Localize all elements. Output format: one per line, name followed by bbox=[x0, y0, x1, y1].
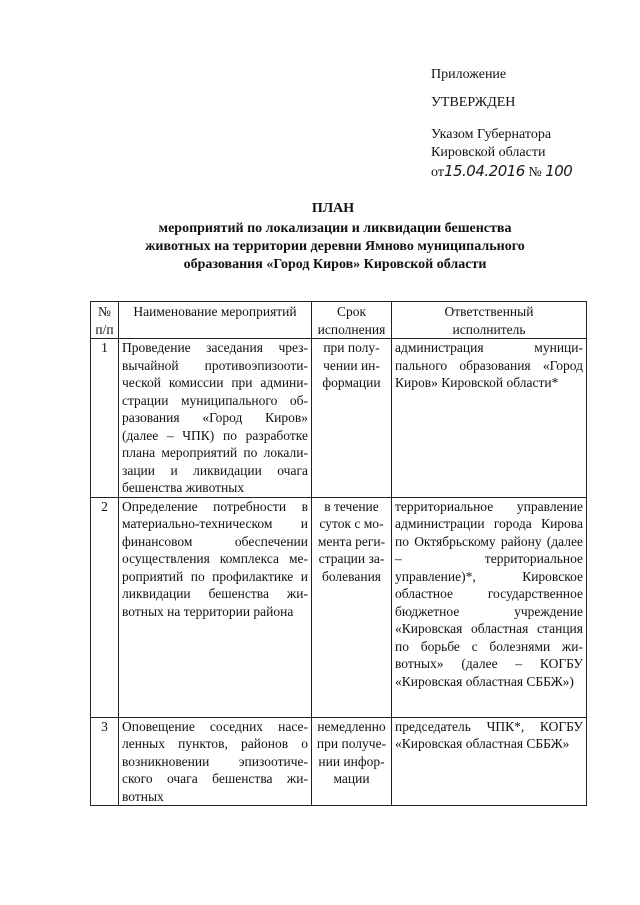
header-num bbox=[91, 302, 119, 339]
decree-line-2: Кировской области bbox=[431, 145, 546, 160]
header-resp-l2: исполнитель bbox=[452, 321, 526, 337]
row-name: Проведение заседания чрезвычайной противоэпизоотической комиссии при администрации муниципального образования «Город Киров» (далее – ЧПК) по разработке плана мероприятий по локализации и ликвидации очага бешенства животных bbox=[119, 339, 312, 498]
header-term-l2: исполнения bbox=[317, 321, 386, 337]
table-header-row bbox=[91, 302, 587, 339]
document-subtitle bbox=[100, 220, 570, 274]
table-row bbox=[91, 339, 587, 498]
header-responsible bbox=[392, 302, 587, 339]
row-term: немедленно при получении информации bbox=[312, 717, 392, 806]
plan-table bbox=[90, 301, 587, 806]
approval-block bbox=[431, 66, 572, 182]
row-name: Определение потребности в материально-техническом и финансовом обеспечении осуществления комплекса мероприятий по профилактике и ликвидации бешенства животных на территории района bbox=[119, 497, 312, 717]
row-responsible: администрация муниципального образования «Город Киров» Кировской области* bbox=[392, 339, 587, 498]
table-row bbox=[91, 497, 587, 717]
row-num: 1 bbox=[91, 339, 119, 498]
row-name: Оповещение соседних населенных пунктов, районов о возникновении эпизоотического очага бешенства животных bbox=[119, 717, 312, 806]
header-resp-l1: Ответственный bbox=[444, 304, 534, 319]
row-responsible: территориальное управление администрации города Кирова по Октябрьскому району (далее – территориальное управление)*, Кировское областное государственное бюджетное учреждение «Кировская областная станция по борьбе с болезнями животных» (далее – КОГБУ «Кировская областная СББЖ») bbox=[392, 497, 587, 717]
header-name: Наименование мероприятий bbox=[119, 302, 312, 339]
approved-label: УТВЕРЖДЕН bbox=[431, 95, 516, 110]
handwritten-number: 100 bbox=[545, 162, 573, 180]
document-heading bbox=[0, 200, 640, 218]
table-row bbox=[91, 717, 587, 806]
handwritten-date: 15.04.2016 bbox=[443, 162, 525, 180]
row-term: при получении информации bbox=[312, 339, 392, 498]
decree-line-1: Указом Губернатора bbox=[431, 127, 552, 142]
header-term bbox=[312, 302, 392, 339]
date-prefix: от bbox=[431, 165, 444, 180]
subtitle-line-3: образования «Город Киров» Кировской области bbox=[183, 257, 487, 272]
decree-date-line bbox=[431, 162, 572, 182]
appendix-label: Приложение bbox=[431, 67, 507, 82]
header-term-l1: Срок bbox=[336, 304, 367, 319]
row-term: в течение суток с момента регистрации заболевания bbox=[312, 497, 392, 717]
header-num-l1: № bbox=[98, 304, 111, 319]
header-num-l2: п/п bbox=[95, 321, 114, 337]
plan-heading: ПЛАН bbox=[311, 201, 355, 216]
number-prefix: № bbox=[528, 165, 542, 180]
row-responsible: председатель ЧПК*, КОГБУ «Кировская областная СББЖ» bbox=[392, 717, 587, 806]
subtitle-line-1: мероприятий по локализации и ликвидации бешенства bbox=[158, 221, 512, 236]
row-num: 2 bbox=[91, 497, 119, 717]
row-num: 3 bbox=[91, 717, 119, 806]
subtitle-line-2: животных на территории деревни Ямново муниципального bbox=[145, 239, 525, 254]
